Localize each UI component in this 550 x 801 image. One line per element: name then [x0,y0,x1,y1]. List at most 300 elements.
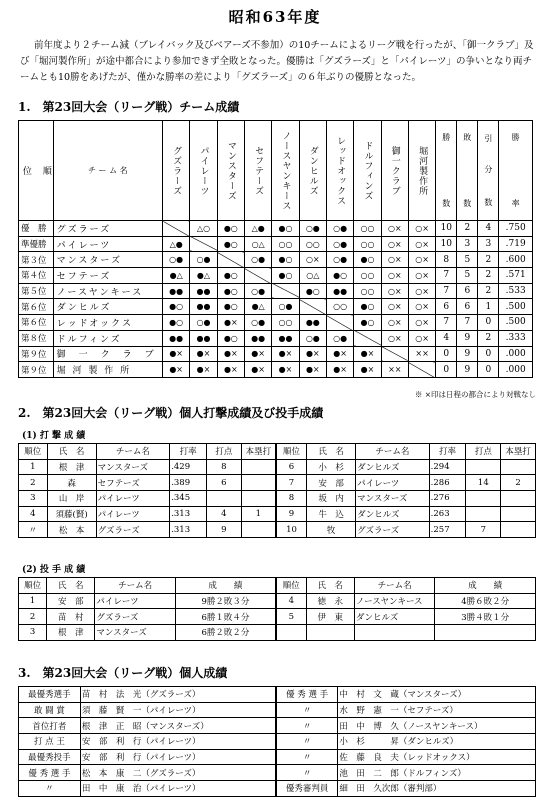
pitching-header: 成 績 [175,578,276,594]
team-pct: .533 [499,283,533,299]
match-result: ●△ [244,299,271,315]
batting-header: 打点 [206,444,241,460]
team-wins: 7 [436,268,457,284]
match-result: ●○ [272,252,299,268]
batting-cell: 牛 込 [307,506,356,522]
batting-header: 順位 [19,444,48,460]
batting-cell: .294 [429,459,466,475]
match-result: ●○ [272,268,299,284]
match-result: ●● [272,330,299,346]
batting-cell [501,459,536,475]
match-result: △○ [190,221,217,237]
header-opponent-label: パイレーツ [198,145,209,196]
team-wins: 0 [436,362,457,378]
match-result: ○○ [354,268,381,284]
team-losses: 5 [457,268,478,284]
header-draw [478,121,499,221]
batting-header: 本塁打 [241,444,276,460]
batting-cell: 6 [206,475,241,491]
team-name: 御 一 ク ラ ブ [53,346,162,362]
match-result: ○● [326,330,353,346]
match-result: ○● [299,221,326,237]
match-result: ○× [408,252,435,268]
batting-cell: 根 津 [47,459,96,475]
team-row [19,315,533,331]
award-title: 首位打者 [19,718,81,734]
match-result: ●× [217,315,244,331]
match-result: ○● [299,330,326,346]
pitching-row [19,625,536,641]
team-row [19,283,533,299]
batting-header: 氏 名 [47,444,96,460]
match-result: ○× [408,283,435,299]
match-result: ●× [299,346,326,362]
header-draw-bottom: 数 [484,198,493,207]
award-title: 〃 [276,718,338,734]
team-wins: 0 [436,346,457,362]
award-title: 敢 闘 賞 [19,702,81,718]
match-result: ●× [326,346,353,362]
team-draws: 2 [478,283,499,299]
team-rank: 準優勝 [19,236,54,252]
match-result: ○× [408,330,435,346]
batting-row [19,506,536,522]
batting-cell: .276 [429,491,466,507]
match-result: ○● [244,252,271,268]
batting-cell: 松 本 [47,522,96,538]
pitching-header: チーム名 [354,578,434,594]
team-losses: 3 [457,236,478,252]
header-opponent-label: セフテーズ [253,145,264,196]
header-pct [499,121,533,221]
batting-cell: 山 岸 [47,491,96,507]
batting-cell: .313 [170,506,207,522]
match-result: ○● [163,252,190,268]
award-title: 〃 [276,765,338,781]
header-team-name: チ ー ム 名 [53,121,162,221]
match-result: ●× [163,362,190,378]
team-name: パイレーツ [53,236,162,252]
pitching-cell: 4 [276,593,306,609]
match-result: ○○ [354,221,381,237]
team-pct: .000 [499,346,533,362]
pitching-cell: ノースヤンキース [354,593,434,609]
batting-cell [206,491,241,507]
batting-cell: 牧 [307,522,356,538]
header-opponent [163,121,190,221]
award-row [19,781,536,797]
header-opponent-label: レッドオックス [335,135,346,206]
batting-cell: マンスターズ [96,459,170,475]
team-row [19,236,533,252]
match-result: ○× [408,268,435,284]
match-result: ○△ [244,236,271,252]
batting-cell: パイレーツ [356,475,430,491]
match-result: ○× [381,283,408,299]
match-result: ●× [299,362,326,378]
team-draws: 0 [478,362,499,378]
match-result: △● [244,221,271,237]
award-recipient: 苗 村 法 光（グズラーズ） [80,687,276,703]
table-note: ※ ×印は日程の都合により対戦なし [414,390,536,399]
match-result: ○× [381,299,408,315]
header-loss [457,121,478,221]
team-row [19,346,533,362]
batting-cell: セフテーズ [96,475,170,491]
pitching-subheading: (2) 投 手 成 績 [22,565,86,575]
pitching-cell: 4勝６敗２分 [435,593,536,609]
pitching-header: チーム名 [95,578,175,594]
team-name: セフテーズ [53,268,162,284]
match-result: ●○ [272,221,299,237]
header-opponent [354,121,381,221]
team-pct: .333 [499,330,533,346]
team-name: ノースヤンキース [53,283,162,299]
self-match-cell [381,346,408,362]
header-opponent-label: 御一クラブ [389,145,400,196]
batting-header: 本塁打 [501,444,536,460]
intro-paragraph: 前年度より２チーム減（ブレイバック及びベアーズ不参加）の10チームによるリーグ戦を行ったが、「御一クラブ」及び「堀河製作所」が途中都合により参加できず全敗となった。優勝は「グズラーズ」と「パイレーツ」の争いとなり両チームとも10勝をあげたが、僅かな勝率の差により「グズラーズ」の６年ぶりの優勝となった。 [20,40,534,83]
match-result: ●● [190,330,217,346]
header-win [436,121,457,221]
match-result: ●× [354,346,381,362]
match-result: ●△ [190,268,217,284]
match-result: ○● [190,315,217,331]
pitching-cell: 1 [19,593,47,609]
team-wins: 7 [436,283,457,299]
match-result: ○● [326,252,353,268]
match-result: ○× [381,221,408,237]
match-result: ●○ [163,315,190,331]
team-wins: 6 [436,299,457,315]
award-recipient: 池 田 二 郎（ドルフィンズ） [338,765,536,781]
batting-row [19,522,536,538]
batting-header: 氏 名 [307,444,356,460]
match-result: ●○ [217,330,244,346]
team-pct: .500 [499,299,533,315]
batting-cell: .345 [170,491,207,507]
batting-cell: 安 部 [307,475,356,491]
self-match-cell [326,315,353,331]
team-wins: 8 [436,252,457,268]
header-rank-label: 順 位 [20,165,51,176]
award-recipient: 水 野 憲 一（セフテーズ） [338,702,536,718]
batting-header: 打点 [466,444,501,460]
pitching-cell: マンスターズ [95,625,175,641]
award-row [19,734,536,750]
match-result: ○× [408,221,435,237]
match-result: ●○ [163,299,190,315]
header-draw-top: 引 [484,134,493,143]
award-title: 優 秀 選 手 [19,765,81,781]
team-row [19,362,533,378]
team-table-header-row [19,121,533,221]
batting-cell [241,522,276,538]
match-result: ●× [272,346,299,362]
team-pct: .000 [499,362,533,378]
pitching-header: 氏 名 [47,578,95,594]
team-row [19,252,533,268]
batting-cell: 7 [276,475,307,491]
header-opponent [381,121,408,221]
batting-cell: 坂 内 [307,491,356,507]
batting-cell [501,522,536,538]
award-title: 打 点 王 [19,734,81,750]
header-loss-top: 敗 [463,133,472,142]
award-row [19,718,536,734]
match-result: ○× [408,236,435,252]
team-losses: 9 [457,346,478,362]
match-result: ○× [381,252,408,268]
team-losses: 7 [457,315,478,331]
team-row [19,268,533,284]
match-result: ●○ [217,236,244,252]
pitching-row [19,609,536,625]
team-row [19,299,533,315]
pitching-cell: 徳 永 [306,593,354,609]
team-name: 堀 河 製 作 所 [53,362,162,378]
team-rank: 第４位 [19,268,54,284]
batting-header-row [19,444,536,460]
team-rank: 第８位 [19,330,54,346]
section1-heading: 1. 第23回大会（リーグ戦）チーム成績 [18,100,240,114]
match-result: ○○ [299,236,326,252]
pitching-cell: 5 [276,609,306,625]
batting-cell: 須藤(賢) [47,506,96,522]
match-result: ○● [244,283,271,299]
header-opponent-label: グズラーズ [171,145,182,196]
match-result: ○× [381,330,408,346]
batting-cell: ダンヒルズ [356,459,430,475]
match-result: ●● [163,330,190,346]
header-opponent-label: ノースヤンキース [280,130,291,211]
match-result: ●× [190,362,217,378]
award-title: 優 秀 選 手 [276,687,338,703]
match-result: ○● [190,252,217,268]
batting-cell: 4 [206,506,241,522]
team-name: レッドオックス [53,315,162,331]
header-win-top: 勝 [442,133,451,142]
pitching-row [19,593,536,609]
batting-cell [501,506,536,522]
pitching-cell [354,625,434,641]
batting-header: 打率 [170,444,207,460]
team-name: マンスターズ [53,252,162,268]
team-rank: 第５位 [19,283,54,299]
batting-row [19,459,536,475]
team-draws: 2 [478,268,499,284]
batting-cell: 10 [276,522,307,538]
header-opponent-label: マンスターズ [225,140,236,201]
team-losses: 6 [457,283,478,299]
batting-cell: .389 [170,475,207,491]
pitching-cell: 6勝２敗２分 [175,625,276,641]
award-title: 最優秀投手 [19,749,81,765]
pitching-cell: 2 [19,609,47,625]
page-title: 昭和63年度 [228,8,322,26]
team-row [19,221,533,237]
match-result: ●○ [217,299,244,315]
pitching-cell: ダンヒルズ [354,609,434,625]
self-match-cell [272,283,299,299]
batting-cell: 9 [276,506,307,522]
match-result: ●× [354,362,381,378]
award-title: 〃 [276,702,338,718]
batting-cell: .257 [429,522,466,538]
header-opponent [272,121,299,221]
match-result: ●○ [326,268,353,284]
match-result: ×× [408,346,435,362]
award-recipient: 安 部 利 行（パイレーツ） [80,734,276,750]
match-result: ●○ [299,283,326,299]
batting-cell [241,459,276,475]
batting-header: チーム名 [96,444,170,460]
team-draws: 1 [478,299,499,315]
team-pct: .750 [499,221,533,237]
header-opponent [326,121,353,221]
match-result: ●○ [217,221,244,237]
team-rank: 第６位 [19,315,54,331]
match-result: ●● [326,283,353,299]
award-recipient: 安 部 利 行（パイレーツ） [80,749,276,765]
self-match-cell [299,299,326,315]
pitching-header: 順位 [276,578,306,594]
award-recipient: 小 杉 昇（ダンヒルズ） [338,734,536,750]
header-opponent [190,121,217,221]
batting-cell: 8 [206,459,241,475]
batting-cell: .429 [170,459,207,475]
award-row [19,765,536,781]
header-opponent-label: 堀河製作所 [417,145,428,196]
team-losses: 9 [457,362,478,378]
header-opponent-label: ダンヒルズ [307,145,318,196]
award-title: 〃 [276,734,338,750]
award-title: 〃 [19,781,81,797]
team-draws: 2 [478,330,499,346]
team-losses: 2 [457,221,478,237]
match-result: ○○ [272,236,299,252]
pitching-header-row [19,578,536,594]
batting-table [18,443,536,538]
self-match-cell [217,252,244,268]
award-row [19,702,536,718]
batting-cell [241,491,276,507]
batting-cell: パイレーツ [96,506,170,522]
match-result: ●× [326,362,353,378]
self-match-cell [163,221,190,237]
match-result: ○△ [299,268,326,284]
batting-cell: 森 [47,475,96,491]
team-losses: 9 [457,330,478,346]
team-rank: 優 勝 [19,221,54,237]
team-row [19,330,533,346]
team-name: ドルフィンズ [53,330,162,346]
team-draws: 0 [478,346,499,362]
batting-cell: 1 [19,459,48,475]
award-recipient: 田 中 康 治（パイレーツ） [80,781,276,797]
batting-cell: 7 [466,522,501,538]
header-opponent [408,121,435,221]
team-wins: 4 [436,330,457,346]
award-title: 優秀審判員 [276,781,338,797]
match-result: ○× [381,236,408,252]
batting-cell: .313 [170,522,207,538]
batting-cell: 3 [19,491,48,507]
batting-cell: グズラーズ [96,522,170,538]
pitching-cell: 3 [19,625,47,641]
team-rank: 第６位 [19,299,54,315]
header-rank [19,121,54,221]
match-result: ○○ [272,315,299,331]
pitching-cell: グズラーズ [95,609,175,625]
match-result: ●● [163,283,190,299]
match-result: ○● [326,236,353,252]
header-loss-bottom: 数 [463,199,472,208]
match-result: ●○ [354,315,381,331]
batting-cell: 小 杉 [307,459,356,475]
team-wins: 7 [436,315,457,331]
batting-cell: 2 [19,475,48,491]
section3-heading: 3. 第23回大会（リーグ戦）個人成績 [18,666,228,680]
header-opponent-label: ドルフィンズ [362,140,373,201]
pitching-cell: 3勝４敗１分 [435,609,536,625]
match-result: ●× [190,346,217,362]
team-wins: 10 [436,236,457,252]
batting-cell [241,475,276,491]
match-result: ○× [408,299,435,315]
match-result: ●× [272,362,299,378]
batting-cell: 1 [241,506,276,522]
match-result: ●× [163,346,190,362]
batting-cell: 4 [19,506,48,522]
self-match-cell [190,236,217,252]
batting-cell [501,491,536,507]
match-result: ●× [244,346,271,362]
self-match-cell [244,268,271,284]
section2-heading: 2. 第23回大会（リーグ戦）個人打撃成績及び投手成績 [18,406,324,420]
pitching-cell: 安 部 [47,593,95,609]
header-pct-top: 勝 [511,133,520,142]
award-row [19,749,536,765]
match-result: ×× [381,362,408,378]
batting-cell: 2 [501,475,536,491]
header-pct-bottom: 率 [511,199,520,208]
pitching-header: 順位 [19,578,47,594]
match-result: ●△ [163,268,190,284]
match-result: ○× [381,268,408,284]
award-title: 〃 [276,749,338,765]
match-result: ●× [217,346,244,362]
team-draws: 0 [478,315,499,331]
self-match-cell [408,362,435,378]
pitching-table [18,577,536,641]
match-result: ○× [408,315,435,331]
header-opponent [217,121,244,221]
team-pct: .571 [499,268,533,284]
match-result: ●● [244,330,271,346]
pitching-cell: 根 津 [47,625,95,641]
match-result: ●○ [217,283,244,299]
batting-cell: 9 [206,522,241,538]
header-opponent [299,121,326,221]
award-row [19,687,536,703]
team-name: ダンヒルズ [53,299,162,315]
batting-cell [466,491,501,507]
pitching-cell [435,625,536,641]
team-draws: 2 [478,252,499,268]
batting-cell: 8 [276,491,307,507]
header-draw-mid: 分 [484,165,493,174]
